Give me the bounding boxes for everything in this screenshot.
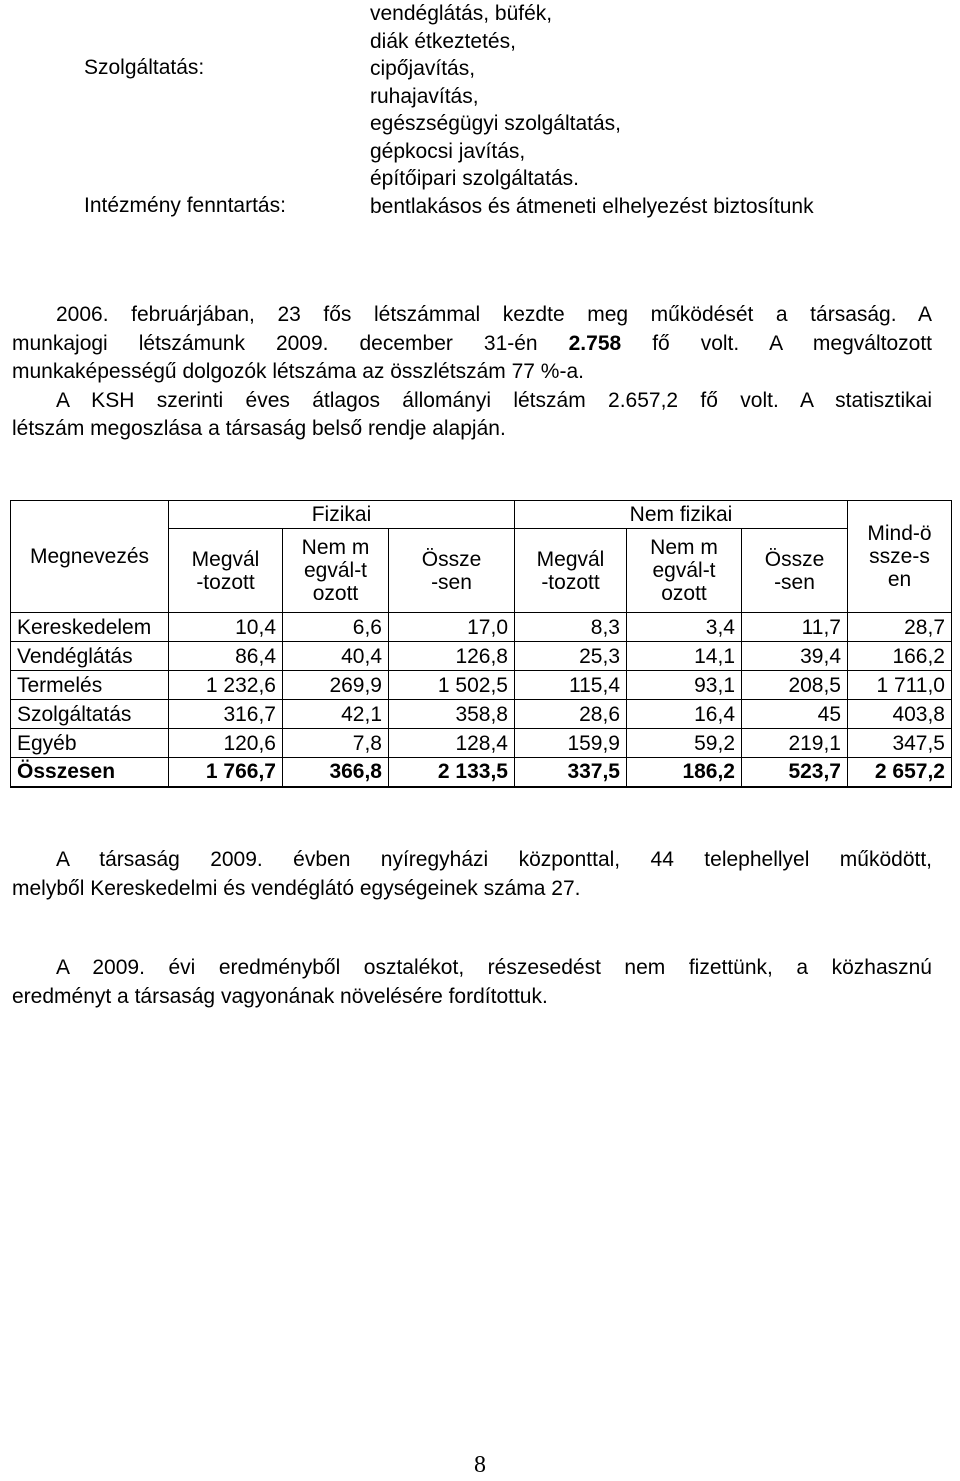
table-cell: 1 711,0 — [848, 671, 952, 700]
header-changed — [169, 529, 283, 613]
table-cell: 219,1 — [742, 729, 848, 758]
table-cell: 403,8 — [848, 700, 952, 729]
table-row — [11, 642, 952, 671]
table-cell: 28,7 — [848, 613, 952, 642]
table-cell: 1 766,7 — [169, 758, 283, 787]
paragraph-line: melyből Kereskedelmi és vendéglátó egységeinek száma 27. — [12, 876, 581, 900]
header-physical: Fizikai — [169, 501, 515, 529]
list-item: vendéglátás, büfék, — [370, 2, 553, 25]
table-cell: 166,2 — [848, 642, 952, 671]
table-cell: 7,8 — [283, 729, 389, 758]
row-label: Egyéb — [11, 729, 169, 758]
table-cell: 269,9 — [283, 671, 389, 700]
header-grand-total — [848, 501, 952, 613]
table-cell: 358,8 — [389, 700, 515, 729]
header-subtotal — [389, 529, 515, 613]
paragraph-line: A társaság 2009. évben nyíregyházi központtal, 44 telephellyel működött, — [56, 848, 932, 871]
table-cell: 2 133,5 — [389, 758, 515, 787]
list-item: cipőjavítás, — [370, 57, 476, 80]
header-subtotal — [742, 529, 848, 613]
table-cell: 128,4 — [389, 729, 515, 758]
table-cell: 208,5 — [742, 671, 848, 700]
paragraph-line: munkaképességű dolgozók létszáma az összlétszám 77 %-a. — [12, 360, 584, 383]
table-cell: 86,4 — [169, 642, 283, 671]
table-cell: 3,4 — [627, 613, 742, 642]
list-item: építőipari szolgáltatás. — [370, 167, 579, 190]
table-row — [11, 729, 952, 758]
header-text: Nem megvál-tozott — [301, 536, 370, 605]
header-not-changed — [283, 529, 389, 613]
header-nonphysical: Nem fizikai — [515, 501, 848, 529]
paragraph-line: A 2009. évi eredményből osztalékot, részesedést nem fizettünk, a közhasznú — [56, 956, 932, 979]
headcount-table — [10, 500, 952, 788]
header-changed — [515, 529, 627, 613]
header-text: Össze-sen — [421, 547, 482, 594]
row-label: Kereskedelem — [11, 613, 169, 642]
table-cell: 337,5 — [515, 758, 627, 787]
header-name: Megnevezés — [11, 501, 169, 613]
paragraph-line: eredményt a társaság vagyonának növelésére fordítottuk. — [12, 984, 548, 1008]
list-item: ruhajavítás, — [370, 84, 479, 108]
staff-paragraph — [12, 301, 932, 444]
list-item: diák étkeztetés, — [370, 29, 516, 53]
table-row — [11, 671, 952, 700]
table-cell: 1 232,6 — [169, 671, 283, 700]
row-label: Szolgáltatás — [11, 700, 169, 729]
header-text: Megvál-tozott — [536, 547, 605, 594]
header-grand-total-text: Mind-össze-sen — [867, 522, 932, 591]
paragraph-text: munkajogi létszámunk 2009. december 31-én — [12, 331, 569, 355]
headcount-value: 2.758 — [568, 331, 622, 355]
row-label: Termelés — [11, 671, 169, 700]
table-cell: 159,9 — [515, 729, 627, 758]
table-cell: 120,6 — [169, 729, 283, 758]
table-cell: 93,1 — [627, 671, 742, 700]
services-list — [370, 0, 814, 220]
table-cell: 28,6 — [515, 700, 627, 729]
table-cell: 10,4 — [169, 613, 283, 642]
list-item: bentlakásos és átmeneti elhelyezést biztosítunk — [370, 194, 814, 218]
header-text: Nem megvál-tozott — [650, 536, 718, 605]
table-cell: 366,8 — [283, 758, 389, 787]
page-number: 8 — [474, 1452, 486, 1478]
header-not-changed — [627, 529, 742, 613]
table-cell: 316,7 — [169, 700, 283, 729]
table-cell: 40,4 — [283, 642, 389, 671]
sites-paragraph — [12, 846, 932, 903]
row-label: Összesen — [11, 758, 169, 787]
list-item: gépkocsi javítás, — [370, 139, 526, 163]
table-row — [11, 613, 952, 642]
table-cell: 45 — [742, 700, 848, 729]
table-cell: 14,1 — [627, 642, 742, 671]
table-cell: 1 502,5 — [389, 671, 515, 700]
institution-label: Intézmény fenntartás: — [84, 194, 286, 217]
table-cell: 6,6 — [283, 613, 389, 642]
header-text: Megvál-tozott — [191, 547, 260, 594]
paragraph-text: fő volt. A megváltozott — [621, 331, 932, 355]
table-cell: 115,4 — [515, 671, 627, 700]
paragraph-line — [12, 330, 932, 359]
table-cell: 347,5 — [848, 729, 952, 758]
table-cell: 2 657,2 — [848, 758, 952, 787]
table-cell: 523,7 — [742, 758, 848, 787]
table-cell: 25,3 — [515, 642, 627, 671]
paragraph-line: 2006. februárjában, 23 fős létszámmal kezdte meg működését a társaság. A — [56, 303, 932, 326]
table-cell: 186,2 — [627, 758, 742, 787]
table-cell: 8,3 — [515, 613, 627, 642]
list-item: egészségügyi szolgáltatás, — [370, 112, 621, 135]
table-cell: 11,7 — [742, 613, 848, 642]
paragraph-line: létszám megoszlása a társaság belső rendje alapján. — [12, 417, 506, 440]
table-cell: 126,8 — [389, 642, 515, 671]
table-cell: 42,1 — [283, 700, 389, 729]
table-cell: 16,4 — [627, 700, 742, 729]
header-text: Össze-sen — [764, 547, 825, 594]
table-cell: 39,4 — [742, 642, 848, 671]
table-cell: 59,2 — [627, 729, 742, 758]
paragraph-line: A KSH szerinti éves átlagos állományi létszám 2.657,2 fő volt. A statisztikai — [56, 388, 932, 412]
row-label: Vendéglátás — [11, 642, 169, 671]
table-row — [11, 700, 952, 729]
table-total-row — [11, 758, 952, 787]
table-cell: 17,0 — [389, 613, 515, 642]
result-paragraph — [12, 954, 932, 1011]
service-label: Szolgáltatás: — [84, 56, 205, 79]
